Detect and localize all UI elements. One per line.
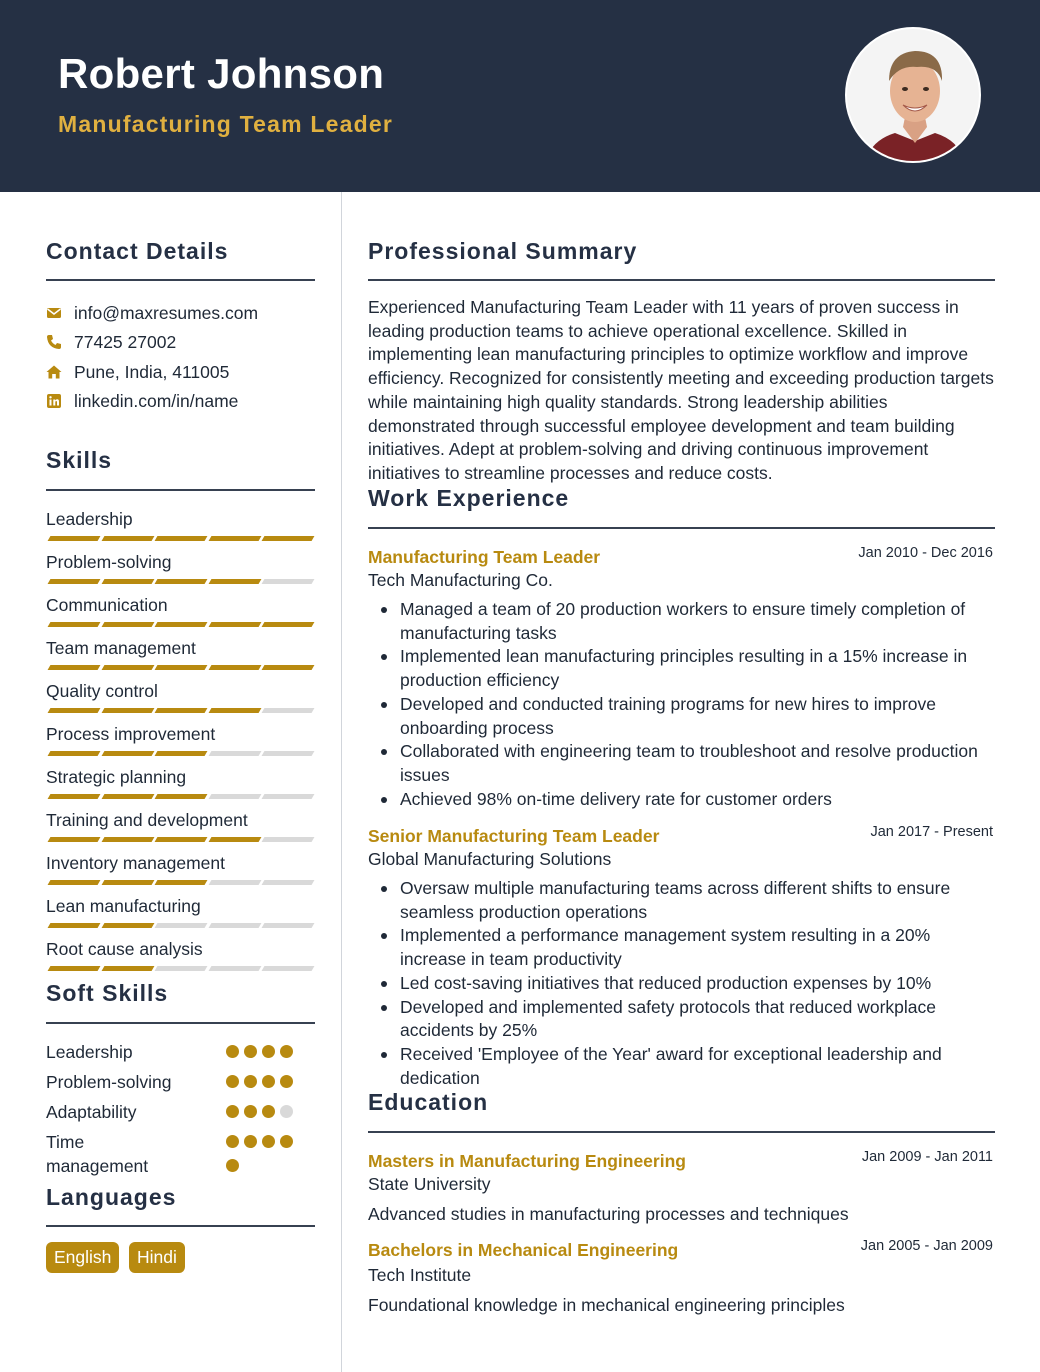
skill-level-bar <box>46 536 314 542</box>
skill-level-segment <box>208 622 261 627</box>
job-title: Manufacturing Team Leader <box>368 547 601 567</box>
skill-level-segment <box>155 837 208 842</box>
skill-level-segment <box>48 579 101 584</box>
skill-label: Process improvement <box>46 724 216 744</box>
soft-skills-heading: Soft Skills <box>46 980 169 1006</box>
skill-level-segment <box>101 708 154 713</box>
skill-level-segment <box>48 837 101 842</box>
skill-level-segment <box>208 708 261 713</box>
soft-skill-dot <box>244 1135 257 1148</box>
skill-level-segment <box>48 622 101 627</box>
job-bullet: Developed and implemented safety protocols that reduced workplace accidents by 25% <box>368 996 998 1043</box>
skill-label: Quality control <box>46 681 158 701</box>
skill-level-segment <box>208 837 261 842</box>
skill-level-segment <box>208 751 261 756</box>
soft-skill-dot <box>226 1159 239 1172</box>
edu-description: Advanced studies in manufacturing processes and techniques <box>368 1204 849 1224</box>
edu-degree: Masters in Manufacturing Engineering <box>368 1151 686 1171</box>
soft-skill-dot <box>226 1075 239 1088</box>
skill-level-segment <box>101 966 154 971</box>
job-bullets <box>368 598 998 811</box>
soft-skill-dot <box>226 1135 239 1148</box>
home-icon <box>46 364 62 380</box>
edu-degree: Bachelors in Mechanical Engineering <box>368 1240 679 1260</box>
job-dates: Jan 2010 - Dec 2016 <box>858 545 993 561</box>
language-badge: Hindi <box>129 1242 185 1273</box>
envelope-icon <box>46 305 62 321</box>
soft-skill-dot <box>244 1045 257 1058</box>
contact-email[interactable] <box>46 302 258 324</box>
skill-level-segment <box>262 708 315 713</box>
soft-skill-dot <box>280 1105 293 1118</box>
skill-label: Leadership <box>46 509 133 529</box>
skill-level-bar <box>46 923 314 929</box>
skill-level-segment <box>262 622 315 627</box>
soft-skill-dot <box>262 1105 275 1118</box>
soft-skill-dot <box>262 1045 275 1058</box>
skill-label: Team management <box>46 638 196 658</box>
education-rule <box>368 1131 995 1133</box>
skill-level-segment <box>262 751 315 756</box>
soft-skill-dot <box>280 1075 293 1088</box>
job-bullet: Managed a team of 20 production workers to ensure timely completion of manufacturing tasks <box>368 598 998 645</box>
skill-label: Lean manufacturing <box>46 896 201 916</box>
job-title: Senior Manufacturing Team Leader <box>368 826 660 846</box>
skill-level-segment <box>155 579 208 584</box>
summary-rule <box>368 279 995 281</box>
skill-item <box>46 895 316 917</box>
soft-skill-item: Problem-solving <box>46 1072 172 1092</box>
profile-photo <box>845 27 981 163</box>
skill-level-segment <box>262 579 315 584</box>
soft-skill-item: Time management <box>46 1132 149 1176</box>
soft-skill-item: Leadership <box>46 1042 133 1062</box>
education-heading: Education <box>368 1089 489 1115</box>
skill-level-segment <box>208 966 261 971</box>
summary-text: Experienced Manufacturing Team Leader with 11 years of proven success in leading production teams to achieve operational excellence. Skilled in implementing lean manufacturing principles to optimize workflow and improve efficiency. Recognized for consistently meeting and exceeding production targets while maintaining high quality standards. Strong leadership abilities demonstrated through successful employee development and team building initiatives. Adept at problem-solving and driving continuous improvement initiatives to streamline processes and reduce costs. <box>368 297 994 483</box>
skill-level-segment <box>208 923 261 928</box>
skill-level-segment <box>48 880 101 885</box>
skill-level-segment <box>155 966 208 971</box>
job-bullet: Implemented a performance management system resulting in a 20% increase in team productivity <box>368 924 998 971</box>
skill-level-segment <box>262 536 315 541</box>
skill-level-segment <box>101 923 154 928</box>
skill-level-segment <box>48 665 101 670</box>
skill-level-segment <box>155 794 208 799</box>
summary-heading: Professional Summary <box>368 238 638 264</box>
experience-heading: Work Experience <box>368 485 570 511</box>
skill-level-segment <box>48 536 101 541</box>
skill-level-segment <box>262 880 315 885</box>
skill-item <box>46 551 316 573</box>
job-bullet: Developed and conducted training programs for new hires to improve onboarding process <box>368 693 998 740</box>
skill-item <box>46 766 316 788</box>
skill-level-segment <box>101 794 154 799</box>
contact-address-text: Pune, India, 411005 <box>74 361 230 382</box>
soft-skill-dot <box>244 1105 257 1118</box>
skill-level-bar <box>46 665 314 671</box>
skill-item <box>46 938 316 960</box>
skill-item <box>46 723 316 745</box>
job-bullet: Implemented lean manufacturing principles resulting in a 15% increase in production efficiency <box>368 645 998 692</box>
resume-header <box>0 0 1040 192</box>
soft-skill-dot <box>244 1075 257 1088</box>
column-divider <box>341 192 342 1372</box>
soft-skills-rule <box>46 1022 315 1024</box>
skill-level-segment <box>208 880 261 885</box>
skill-label: Inventory management <box>46 853 225 873</box>
skill-level-segment <box>48 923 101 928</box>
contact-email-text: info@maxresumes.com <box>74 302 259 323</box>
skill-level-segment <box>101 751 154 756</box>
skill-level-bar <box>46 622 314 628</box>
skill-level-segment <box>101 622 154 627</box>
skill-level-bar <box>46 837 314 843</box>
skill-level-segment <box>155 880 208 885</box>
soft-skill-dot <box>262 1135 275 1148</box>
edu-dates: Jan 2009 - Jan 2011 <box>861 1149 993 1165</box>
experience-rule <box>368 527 995 529</box>
soft-skill-item: Adaptability <box>46 1102 137 1122</box>
skill-label: Problem-solving <box>46 552 172 572</box>
skill-level-segment <box>155 622 208 627</box>
skill-item <box>46 637 316 659</box>
skill-label: Root cause analysis <box>46 939 203 959</box>
skill-level-segment <box>155 536 208 541</box>
skill-level-segment <box>101 665 154 670</box>
soft-skill-dot <box>280 1135 293 1148</box>
job-bullet: Led cost-saving initiatives that reduced production expenses by 10% <box>368 972 998 996</box>
skill-item <box>46 809 316 831</box>
skill-level-segment <box>262 837 315 842</box>
job-company: Global Manufacturing Solutions <box>368 849 612 869</box>
soft-skill-dot <box>280 1045 293 1058</box>
soft-skill-dot <box>226 1105 239 1118</box>
candidate-name: Robert Johnson <box>58 50 385 97</box>
skill-level-segment <box>208 536 261 541</box>
skill-item <box>46 680 316 702</box>
skill-level-bar <box>46 751 314 757</box>
skill-level-segment <box>101 837 154 842</box>
skill-level-segment <box>155 923 208 928</box>
skills-rule <box>46 489 315 491</box>
contact-phone[interactable] <box>46 331 176 353</box>
skill-item <box>46 852 316 874</box>
skill-level-segment <box>155 751 208 756</box>
skill-level-bar <box>46 880 314 886</box>
edu-description: Foundational knowledge in mechanical engineering principles <box>368 1295 845 1315</box>
skill-level-segment <box>208 794 261 799</box>
soft-skill-dot <box>226 1045 239 1058</box>
skill-level-segment <box>262 794 315 799</box>
skill-label: Training and development <box>46 810 248 830</box>
skill-level-segment <box>48 966 101 971</box>
edu-school: Tech Institute <box>368 1265 472 1285</box>
skill-level-segment <box>155 665 208 670</box>
job-company: Tech Manufacturing Co. <box>368 570 553 590</box>
skill-level-bar <box>46 966 314 972</box>
skill-item <box>46 508 316 530</box>
languages-rule <box>46 1225 315 1227</box>
skill-label: Strategic planning <box>46 767 187 787</box>
skill-level-segment <box>48 708 101 713</box>
soft-skill-dot <box>262 1075 275 1088</box>
skill-level-segment <box>48 794 101 799</box>
skill-level-segment <box>262 665 315 670</box>
skill-level-segment <box>208 665 261 670</box>
language-badge: English <box>46 1242 119 1273</box>
skill-level-segment <box>155 708 208 713</box>
contact-phone-text: 77425 27002 <box>74 331 177 352</box>
job-bullet: Achieved 98% on-time delivery rate for customer orders <box>368 788 998 812</box>
skill-level-segment <box>208 579 261 584</box>
skill-level-segment <box>48 751 101 756</box>
job-bullet: Received 'Employee of the Year' award for exceptional leadership and dedication <box>368 1043 998 1090</box>
edu-school: State University <box>368 1174 491 1194</box>
contact-address <box>46 361 229 383</box>
edu-dates: Jan 2005 - Jan 2009 <box>860 1238 993 1254</box>
contact-linkedin[interactable] <box>46 390 238 412</box>
skill-level-segment <box>262 923 315 928</box>
languages-heading: Languages <box>46 1184 177 1210</box>
skills-heading: Skills <box>46 447 113 473</box>
contact-heading: Contact Details <box>46 238 229 264</box>
skill-level-bar <box>46 579 314 585</box>
contact-rule <box>46 279 315 281</box>
job-bullet: Oversaw multiple manufacturing teams across different shifts to ensure seamless production operations <box>368 877 998 924</box>
skill-label: Communication <box>46 595 168 615</box>
skill-level-bar <box>46 708 314 714</box>
candidate-title: Manufacturing Team Leader <box>58 111 394 137</box>
job-dates: Jan 2017 - Present <box>870 824 993 840</box>
contact-linkedin-text: linkedin.com/in/name <box>74 390 239 411</box>
phone-icon <box>46 334 62 350</box>
job-bullets <box>368 877 998 1090</box>
job-bullet: Collaborated with engineering team to troubleshoot and resolve production issues <box>368 740 998 787</box>
skill-level-segment <box>101 880 154 885</box>
linkedin-icon <box>46 393 62 409</box>
skill-level-bar <box>46 794 314 800</box>
skill-item <box>46 594 316 616</box>
skill-level-segment <box>101 536 154 541</box>
skill-level-segment <box>101 579 154 584</box>
skill-level-segment <box>262 966 315 971</box>
